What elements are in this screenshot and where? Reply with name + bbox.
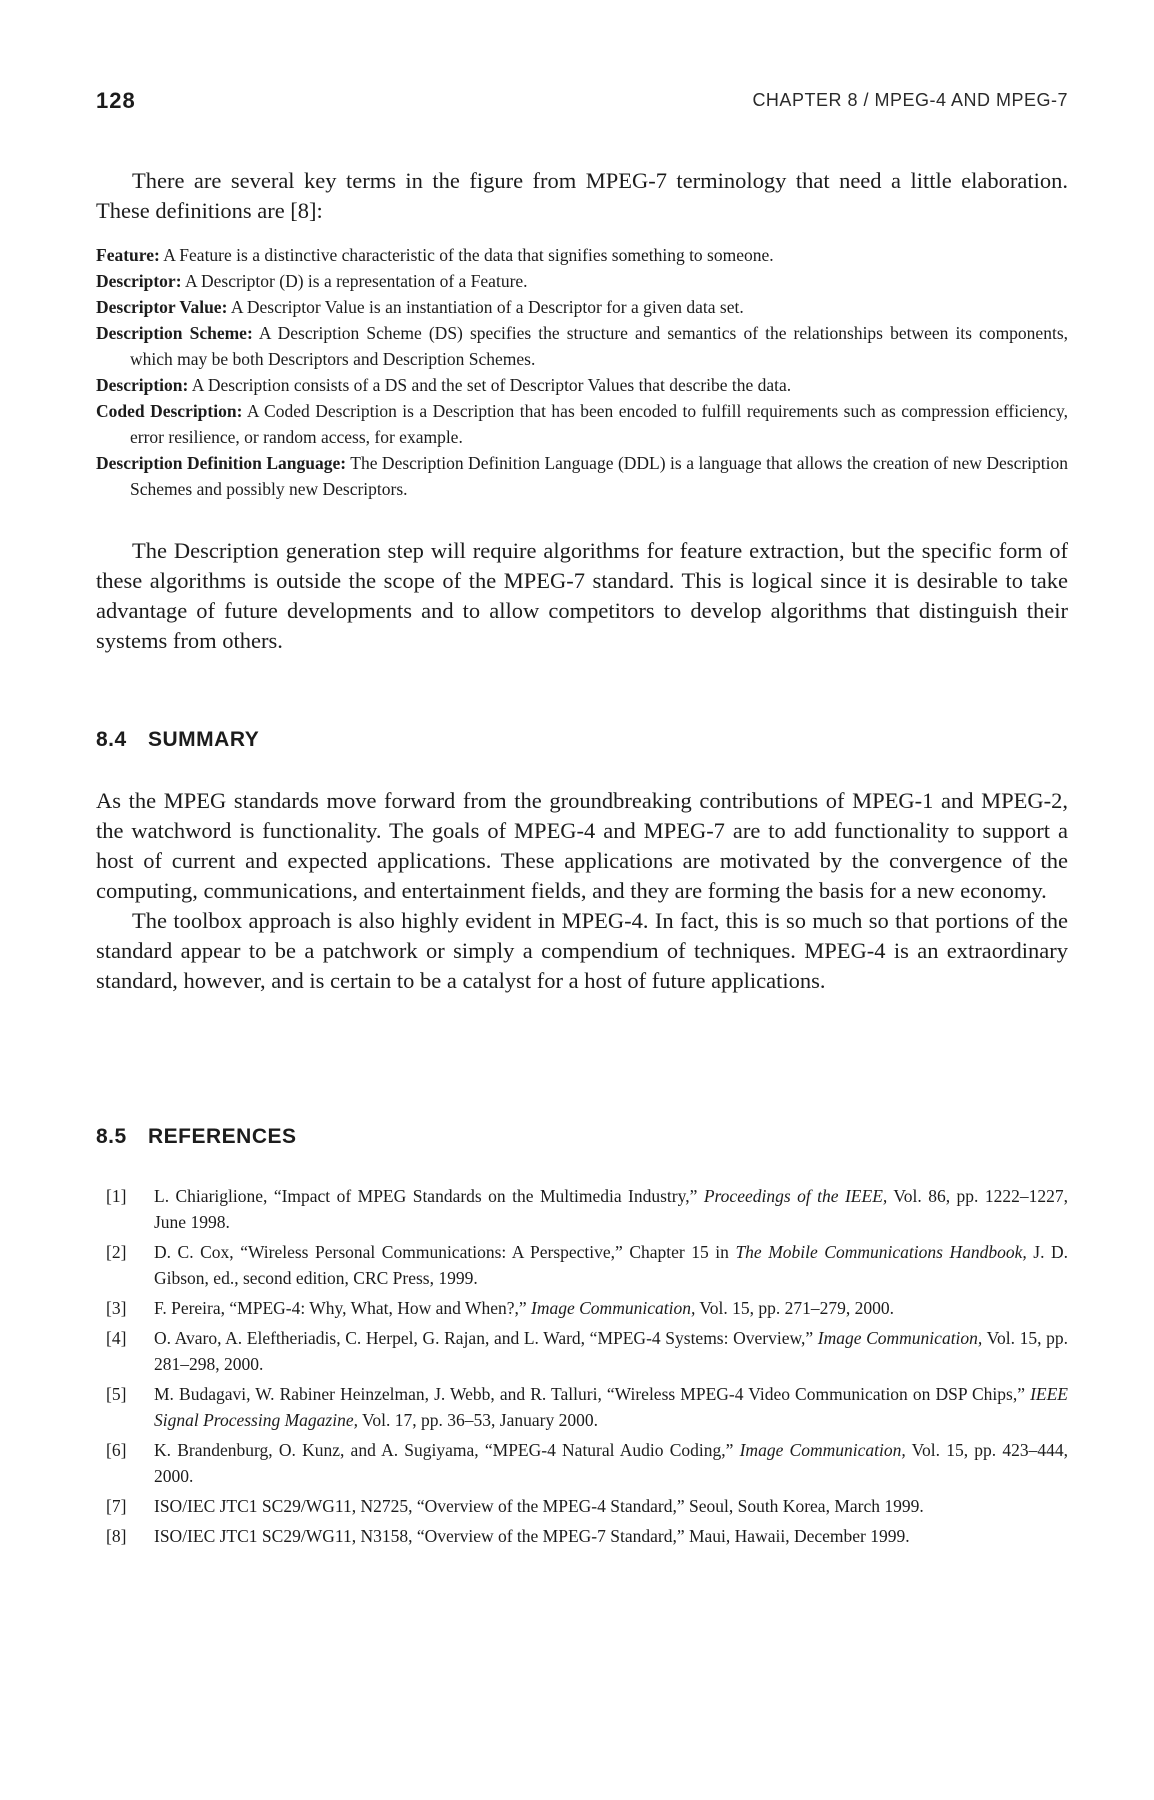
reference-source: Image Communication,	[739, 1440, 906, 1460]
intro-paragraph: There are several key terms in the figure from MPEG-7 terminology that need a little elaboration. These definitions are [8]:	[96, 168, 1068, 223]
definition-term: Description Scheme:	[96, 323, 253, 343]
definitions-list	[96, 242, 1068, 502]
definition-text: A Description consists of a DS and the set of Descriptor Values that describe the data.	[191, 375, 792, 395]
reference-number: [2]	[106, 1242, 127, 1262]
reference-text: ISO/IEC JTC1 SC29/WG11, N2725, “Overview of the MPEG-4 Standard,” Seoul, South Korea, March 1999.	[154, 1496, 924, 1516]
section-number: 8.5	[96, 1125, 127, 1148]
reference-source: Proceedings of the IEEE,	[703, 1186, 888, 1206]
section-title: SUMMARY	[148, 728, 260, 751]
reference-number: [4]	[106, 1328, 127, 1348]
reference-item	[96, 1381, 1068, 1433]
definition-item	[96, 450, 1068, 502]
definition-item	[96, 268, 1068, 294]
intro-block	[96, 166, 1068, 226]
reference-text: D. C. Cox, “Wireless Personal Communications: A Perspective,” Chapter 15 in	[154, 1242, 736, 1262]
reference-item	[96, 1239, 1068, 1291]
definition-item	[96, 372, 1068, 398]
reference-item	[96, 1183, 1068, 1235]
reference-source: The Mobile Communications Handbook,	[735, 1242, 1027, 1262]
reference-details: Vol. 15, pp. 271–279, 2000.	[695, 1298, 895, 1318]
reference-item	[96, 1325, 1068, 1377]
definition-term: Description:	[96, 375, 189, 395]
reference-source: IEEE Signal Processing Magazine,	[154, 1384, 1068, 1430]
reference-number: [6]	[106, 1440, 127, 1460]
definition-text: A Feature is a distinctive characteristic of the data that signifies something to someone.	[163, 245, 774, 265]
summary-block	[96, 786, 1068, 996]
definition-text: The Description Definition Language (DDL) is a language that allows the creation of new Description Schemes and possibly new Descriptors.	[130, 453, 1068, 499]
definition-term: Feature:	[96, 245, 160, 265]
definition-text: A Descriptor Value is an instantiation of a Descriptor for a given data set.	[230, 297, 744, 317]
reference-item	[96, 1523, 1068, 1549]
definition-term: Coded Description:	[96, 401, 243, 421]
section-heading-summary	[96, 728, 259, 752]
definition-text: A Description Scheme (DS) specifies the structure and semantics of the relationships between its components, which may be both Descriptors and Description Schemes.	[130, 323, 1069, 369]
definition-text: A Descriptor (D) is a representation of a Feature.	[184, 271, 528, 291]
reference-text: ISO/IEC JTC1 SC29/WG11, N3158, “Overview of the MPEG-7 Standard,” Maui, Hawaii, December 1999.	[154, 1526, 910, 1546]
reference-item	[96, 1295, 1068, 1321]
definition-term: Descriptor Value:	[96, 297, 228, 317]
reference-details: Vol. 15, pp. 423–444, 2000.	[154, 1440, 1068, 1486]
reference-details: Vol. 15, pp. 281–298, 2000.	[154, 1328, 1068, 1374]
reference-text: M. Budagavi, W. Rabiner Heinzelman, J. Webb, and R. Talluri, “Wireless MPEG-4 Video Communication on DSP Chips,”	[154, 1384, 1031, 1404]
reference-source: Image Communication,	[817, 1328, 983, 1348]
summary-paragraph: As the MPEG standards move forward from the groundbreaking contributions of MPEG-1 and MPEG-2, the watchword is functionality. The goals of MPEG-4 and MPEG-7 are to add functionality to support a host of current and expected applications. These applications are motivated by the convergence of the computing, communications, and entertainment fields, and they are forming the basis for a new economy.	[96, 788, 1068, 903]
section-number: 8.4	[96, 728, 127, 751]
generation-paragraph: The Description generation step will require algorithms for feature extraction, but the specific form of these algorithms is outside the scope of the MPEG-7 standard. This is logical since it is desirable to take advantage of future developments and to allow competitors to develop algorithms that distinguish their systems from others.	[96, 538, 1068, 653]
section-title: REFERENCES	[148, 1125, 297, 1148]
generation-block	[96, 536, 1068, 656]
reference-details: Vol. 17, pp. 36–53, January 2000.	[357, 1410, 598, 1430]
section-heading-references	[96, 1125, 297, 1149]
reference-item	[96, 1437, 1068, 1489]
reference-item	[96, 1493, 1068, 1519]
summary-paragraph: The toolbox approach is also highly evident in MPEG-4. In fact, this is so much so that portions of the standard appear to be a patchwork or simply a compendium of techniques. MPEG-4 is an extraordinary standard, however, and is certain to be a catalyst for a host of future applications.	[96, 908, 1068, 993]
page-number: 128	[96, 88, 136, 113]
references-list	[96, 1183, 1068, 1553]
chapter-running-title: CHAPTER 8 / MPEG-4 AND MPEG-7	[752, 90, 1068, 110]
reference-number: [8]	[106, 1526, 127, 1546]
reference-number: [5]	[106, 1384, 127, 1404]
reference-text: L. Chiariglione, “Impact of MPEG Standards on the Multimedia Industry,”	[154, 1186, 704, 1206]
definition-item	[96, 398, 1068, 450]
reference-text: K. Brandenburg, O. Kunz, and A. Sugiyama, “MPEG-4 Natural Audio Coding,”	[154, 1440, 740, 1460]
reference-text: O. Avaro, A. Eleftheriadis, C. Herpel, G. Rajan, and L. Ward, “MPEG-4 Systems: Overview,”	[154, 1328, 818, 1348]
definition-item	[96, 294, 1068, 320]
reference-details: Vol. 86, pp. 1222–1227, June 1998.	[154, 1186, 1068, 1232]
definition-text: A Coded Description is a Description that has been encoded to fulfill requirements such as compression efficiency, error resilience, or random access, for example.	[130, 401, 1068, 447]
reference-source: Image Communication,	[531, 1298, 696, 1318]
reference-number: [7]	[106, 1496, 127, 1516]
definition-item	[96, 320, 1068, 372]
definition-term: Descriptor:	[96, 271, 182, 291]
reference-details: J. D. Gibson, ed., second edition, CRC Press, 1999.	[154, 1242, 1068, 1288]
reference-number: [3]	[106, 1298, 127, 1318]
definition-term: Description Definition Language:	[96, 453, 347, 473]
reference-number: [1]	[106, 1186, 127, 1206]
definition-item	[96, 242, 1068, 268]
running-head	[96, 88, 1068, 118]
reference-text: F. Pereira, “MPEG-4: Why, What, How and When?,”	[154, 1298, 532, 1318]
